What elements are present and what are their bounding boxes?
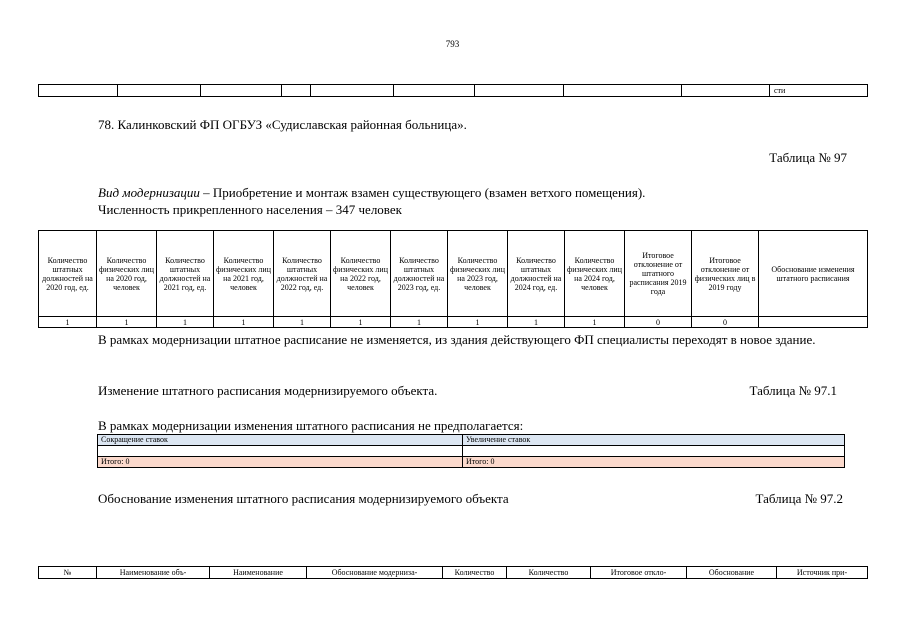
table-row bbox=[39, 317, 868, 328]
column-header: Количество штатных должностей на 2023 год, ед. bbox=[391, 231, 448, 317]
staff-paragraph: В рамках модернизации штатное расписание не изменяется, из здания действующего ФП специалисты переходят в новое здание. bbox=[98, 332, 816, 347]
column-header: Количество штатных должностей на 2022 год, ед. bbox=[274, 231, 331, 317]
column-header: Итоговое откло- bbox=[591, 567, 687, 579]
column-header: Увеличение ставок bbox=[463, 435, 845, 446]
total-row bbox=[98, 457, 845, 468]
table-label: Таблица № 97.2 bbox=[755, 491, 843, 506]
table-cell bbox=[98, 446, 463, 457]
table-cell: 1 bbox=[39, 317, 97, 328]
table-cell: 1 bbox=[97, 317, 157, 328]
table-label: Таблица № 97 bbox=[769, 150, 847, 165]
table-header-row bbox=[98, 435, 845, 446]
total-cell: Итого: 0 bbox=[98, 457, 463, 468]
table-cell bbox=[394, 85, 475, 97]
table-cell: 1 bbox=[448, 317, 508, 328]
column-header: Итоговое отклонение от физических лиц в 2019 году bbox=[692, 231, 759, 317]
column-header: Наименование объ- bbox=[97, 567, 210, 579]
table-cell bbox=[282, 85, 311, 97]
table-cell: 1 bbox=[565, 317, 625, 328]
table-row bbox=[98, 446, 845, 457]
column-header: Количество физических лиц на 2022 год, человек bbox=[331, 231, 391, 317]
population-line: Численность прикрепленного населения – 347 человек bbox=[98, 202, 402, 217]
table-cell: 1 bbox=[274, 317, 331, 328]
table-header-row bbox=[39, 231, 868, 317]
table-cell bbox=[201, 85, 282, 97]
table-cell bbox=[759, 317, 868, 328]
column-header: Итоговое отклонение от штатного расписания 2019 года bbox=[625, 231, 692, 317]
table-cell bbox=[682, 85, 770, 97]
table-cell bbox=[311, 85, 394, 97]
table-cell: 1 bbox=[391, 317, 448, 328]
column-header: Количество физических лиц на 2024 год, человек bbox=[565, 231, 625, 317]
column-header: Обоснование модерниза- bbox=[307, 567, 443, 579]
staffing-table bbox=[38, 230, 868, 328]
column-header: Количество штатных должностей на 2020 год, ед. bbox=[39, 231, 97, 317]
table-cell: 1 bbox=[157, 317, 214, 328]
modernization-line bbox=[98, 185, 645, 201]
column-header: Количество bbox=[507, 567, 591, 579]
column-header: Количество bbox=[443, 567, 507, 579]
staff-change-table bbox=[97, 434, 845, 468]
not-planned-text: В рамках модернизации изменения штатного расписания не предполагается: bbox=[98, 418, 524, 433]
table-cell: сти bbox=[770, 85, 868, 97]
table-header-row bbox=[39, 567, 868, 579]
total-cell: Итого: 0 bbox=[463, 457, 845, 468]
table-cell: 1 bbox=[214, 317, 274, 328]
column-header: Обоснование bbox=[687, 567, 777, 579]
column-header: Источник при- bbox=[777, 567, 868, 579]
column-header: Количество физических лиц на 2023 год, человек bbox=[448, 231, 508, 317]
column-header: Сокращение ставок bbox=[98, 435, 463, 446]
column-header: № bbox=[39, 567, 97, 579]
modernization-label: Вид модернизации bbox=[98, 185, 200, 200]
justification-table bbox=[38, 566, 868, 579]
table-cell bbox=[118, 85, 201, 97]
column-header: Обоснование изменения штатного расписания bbox=[759, 231, 868, 317]
continued-table-row bbox=[38, 84, 868, 97]
justification-title: Обоснование изменения штатного расписания модернизируемого объекта bbox=[98, 491, 509, 506]
column-header: Количество штатных должностей на 2021 год, ед. bbox=[157, 231, 214, 317]
table-cell: 1 bbox=[331, 317, 391, 328]
table-cell bbox=[564, 85, 682, 97]
column-header: Количество физических лиц на 2021 год, человек bbox=[214, 231, 274, 317]
column-header: Количество физических лиц на 2020 год, человек bbox=[97, 231, 157, 317]
table-cell: 1 bbox=[508, 317, 565, 328]
table-cell bbox=[39, 85, 118, 97]
table-label: Таблица № 97.1 bbox=[749, 383, 837, 398]
table-cell bbox=[475, 85, 564, 97]
section-heading: 78. Калинковский ФП ОГБУЗ «Судиславская районная больница». bbox=[98, 117, 467, 132]
table-cell: 0 bbox=[692, 317, 759, 328]
column-header: Наименование bbox=[210, 567, 307, 579]
table-cell: 0 bbox=[625, 317, 692, 328]
page-number: 793 bbox=[445, 39, 460, 49]
change-title: Изменение штатного расписания модернизируемого объекта. bbox=[98, 383, 438, 398]
modernization-text: – Приобретение и монтаж взамен существующего (взамен ветхого помещения). bbox=[199, 185, 646, 200]
table-cell bbox=[463, 446, 845, 457]
column-header: Количество штатных должностей на 2024 год, ед. bbox=[508, 231, 565, 317]
